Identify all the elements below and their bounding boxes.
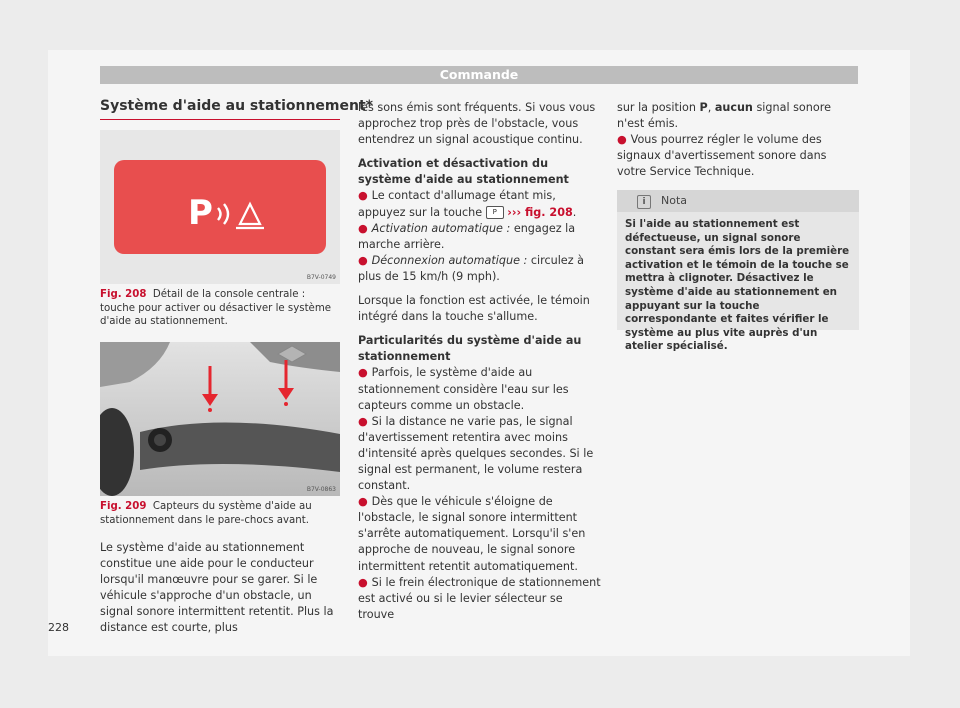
bullet-icon: ● — [358, 575, 372, 589]
chapter-header: Commande — [100, 66, 858, 84]
bullet-item: ● Parfois, le système d'aide au stationnement considère l'eau sur les capteurs comme un obstacle. — [358, 366, 569, 412]
paragraph: Le système d'aide au stationnement constitue une aide pour le conducteur lorsqu'il manœuvre pour se garer. Si le véhicule s'approche d'un obstacle, un signal sonore intermittent retentit. Plus la distance est courte, plus — [100, 541, 334, 635]
section-rule — [100, 119, 340, 120]
figure-caption-text: Capteurs du système d'aide au stationnement dans le pare-chocs avant. — [100, 501, 312, 526]
bullet-item: ● Vous pourrez régler le volume des signaux d'avertissement sonore dans votre Service Technique. — [617, 133, 827, 179]
bullet-icon: ● — [358, 366, 372, 380]
paragraph: les sons émis sont fréquents. Si vous vous approchez trop près de l'obstacle, vous entendrez un signal acoustique continu. — [358, 101, 596, 147]
column-2-text — [358, 100, 602, 623]
bullet-icon: ● — [617, 133, 631, 147]
note-header — [617, 190, 859, 212]
bullet-item: ● Activation automatique : engagez la marche arrière. — [358, 221, 576, 251]
paragraph: Lorsque la fonction est activée, le témoin intégré dans la touche s'allume. — [358, 294, 590, 324]
parking-p-symbol: P — [188, 193, 213, 233]
subheading-particularites: Particularités du système d'aide au stationnement — [358, 334, 582, 364]
bullet-item: ● Si la distance ne varie pas, le signal d'avertissement retentira avec moins d'intensité après quelques secondes. Si le signal est permanent, le volume restera constant. — [358, 414, 594, 493]
figure-code: B7V-0749 — [306, 274, 336, 281]
parking-key-icon: P — [486, 206, 504, 219]
bullet-icon: ● — [358, 495, 372, 509]
bullet-icon: ● — [358, 221, 372, 235]
figure-code: B7V-0863 — [306, 486, 336, 493]
bullet-icon: ● — [358, 414, 372, 428]
figure-209-caption — [100, 500, 340, 527]
figure-reference-link[interactable]: ››› fig. 208 — [507, 205, 573, 219]
bullet-icon: ● — [358, 253, 372, 267]
figure-208-caption — [100, 288, 340, 329]
column-3-text — [617, 100, 859, 188]
bullet-icon: ● — [358, 189, 372, 203]
parking-button-illustration — [100, 130, 340, 284]
paragraph: sur la position P, aucun signal sonore n'est émis. — [617, 101, 831, 131]
figure-caption-text: Détail de la console centrale : touche pour activer ou désactiver le système d'aide au stationnement. — [100, 289, 332, 327]
bullet-item: ● Déconnexion automatique : circulez à plus de 15 km/h (9 mph). — [358, 253, 584, 283]
subheading-activation: Activation et désactivation du système d'aide au stationnement — [358, 157, 569, 187]
bullet-item: ● Dès que le véhicule s'éloigne de l'obstacle, le signal sonore intermittent s'arrête automatiquement. Lorsqu'il s'en approche de nouveau, le signal sonore intermittent retentit automatiquement. — [358, 495, 586, 573]
note-title: Nota — [661, 194, 688, 207]
figure-209-image — [100, 342, 340, 496]
bumper-sensors-illustration — [100, 342, 340, 496]
page-number: 228 — [48, 621, 69, 634]
section-title: Système d'aide au stationnement* — [100, 98, 373, 114]
info-icon: i — [637, 195, 651, 209]
bullet-item: ● Si le frein électronique de stationnement est activé ou si le levier sélecteur se trouve — [358, 575, 601, 621]
note-body: Si l'aide au stationnement est défectueuse, un signal sonore constant sera émis lors de la première activation et le témoin de la touche se mettra à clignoter. Désactivez le système d'aide au stationnement en appuyant sur la touche correspondante et faites vérifier le système au plus vite auprès d'un atelier spécialisé. — [625, 218, 850, 353]
figure-208-image — [100, 130, 340, 284]
figure-label: Fig. 209 — [100, 501, 147, 512]
manual-page — [48, 50, 910, 656]
note-box — [617, 190, 859, 353]
bullet-item: ● Le contact d'allumage étant mis, appuyez sur la touche P ››› fig. 208. — [358, 189, 577, 219]
column-1-text — [100, 540, 340, 645]
figure-label: Fig. 208 — [100, 289, 147, 300]
